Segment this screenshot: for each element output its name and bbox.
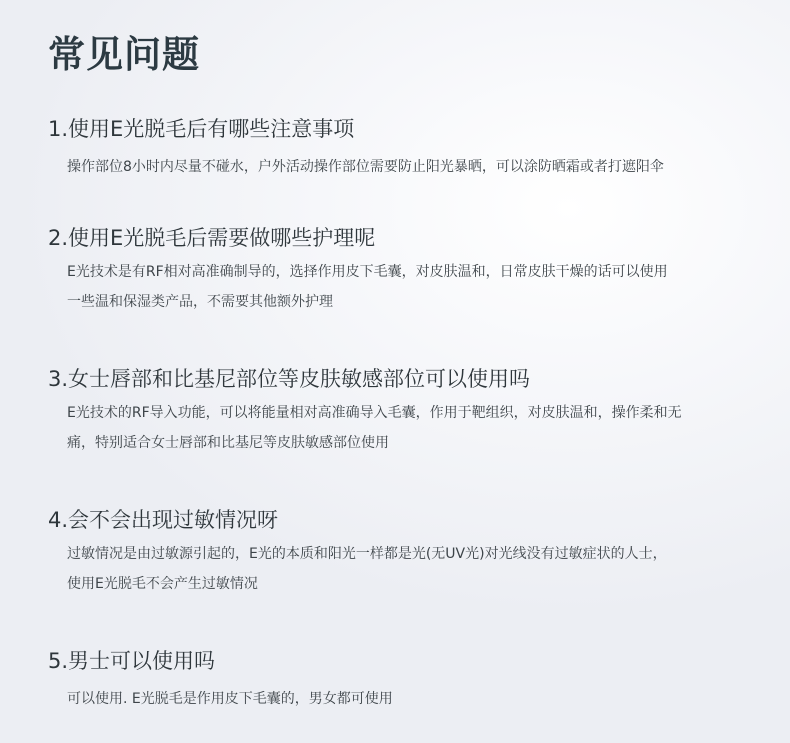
faq-item-4 xyxy=(48,505,770,599)
faq-item-2 xyxy=(48,223,770,317)
faq-item-3 xyxy=(48,364,770,458)
faq-question: 2.使用E光脱毛后需要做哪些护理呢 xyxy=(48,226,376,250)
faq-item-1 xyxy=(48,114,770,182)
faq-question: 3.女士唇部和比基尼部位等皮肤敏感部位可以使用吗 xyxy=(48,367,531,391)
faq-answer xyxy=(48,152,747,182)
faq-answer-line: 痛，特别适合女士唇部和比基尼等皮肤敏感部位使用 xyxy=(67,435,389,451)
faq-answer-line: 过敏情况是由过敏源引起的，E光的本质和阳光一样都是光(无UV光)对光线没有过敏症状的人士， xyxy=(67,546,667,562)
faq-question: 4.会不会出现过敏情况呀 xyxy=(48,508,279,532)
faq-answer xyxy=(48,398,747,458)
faq-answer-line: 操作部位8小时内尽量不碰水，户外活动操作部位需要防止阳光暴晒，可以涂防晒霜或者打遮阳伞 xyxy=(67,159,664,175)
faq-answer-line: 可以使用. E光脱毛是作用皮下毛囊的，男女都可使用 xyxy=(67,691,393,707)
faq-answer xyxy=(48,684,747,714)
faq-answer-line: 使用E光脱毛不会产生过敏情况 xyxy=(67,576,258,592)
faq-answer-line: E光技术的RF导入功能，可以将能量相对高准确导入毛囊，作用于靶组织，对皮肤温和，操作柔和无 xyxy=(67,405,682,421)
faq-answer xyxy=(48,539,747,599)
faq-answer-line: 一些温和保湿类产品，不需要其他额外护理 xyxy=(67,294,333,310)
page-title: 常见问题 xyxy=(48,33,200,76)
faq-item-5 xyxy=(48,646,770,714)
faq-answer xyxy=(48,257,747,317)
faq-question: 1.使用E光脱毛后有哪些注意事项 xyxy=(48,117,355,141)
faq-answer-line: E光技术是有RF相对高准确制导的，选择作用皮下毛囊，对皮肤温和，日常皮肤干燥的话可以使用 xyxy=(67,264,668,280)
faq-question: 5.男士可以使用吗 xyxy=(48,649,216,673)
